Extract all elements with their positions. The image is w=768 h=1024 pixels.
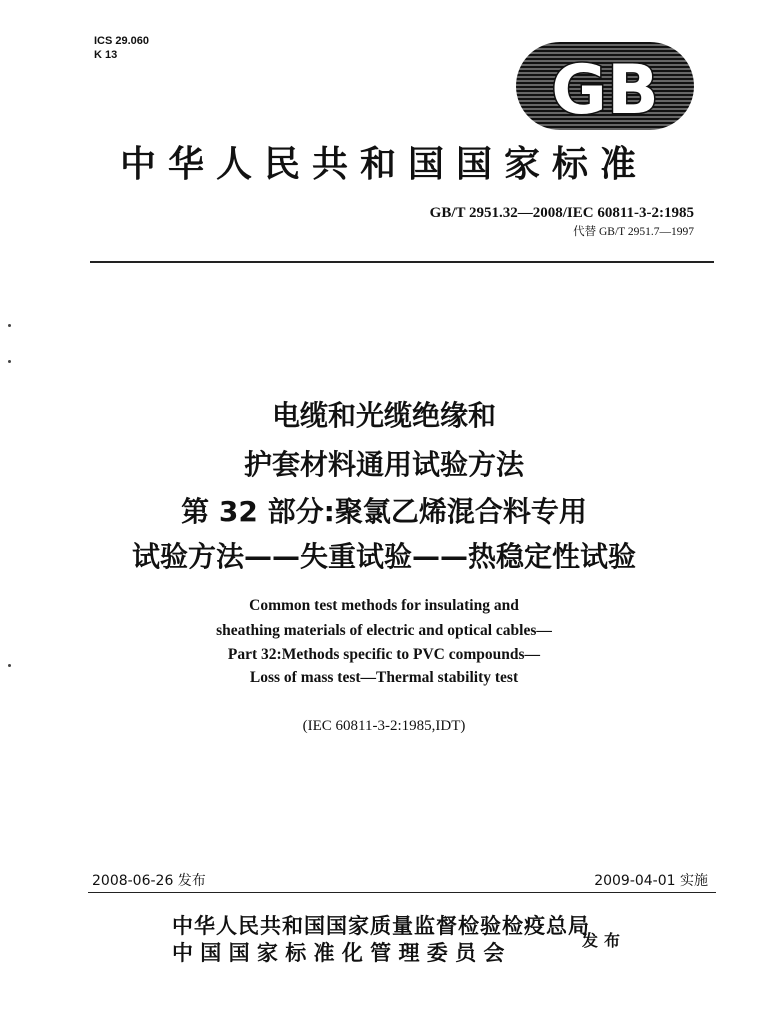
title-en-line-2: sheathing materials of electric and optical cables— (216, 622, 552, 639)
title-en-line-1: Common test methods for insulating and (249, 597, 519, 614)
national-standard-title: 中华人民共和国国家标准 (119, 143, 648, 185)
classification-codes (94, 34, 149, 62)
title-en-line-3: Part 32:Methods specific to PVC compounds— (227, 646, 541, 663)
publish-label: 发布 (582, 931, 627, 950)
scan-speck (8, 360, 11, 363)
implement-date: 2009-04-01 实施 (594, 873, 708, 889)
ics-code: ICS 29.060 (94, 35, 150, 47)
title-en-line-4: Loss of mass test—Thermal stability test (249, 669, 519, 686)
issue-date: 2008-06-26 发布 (92, 873, 206, 889)
title-zh-line-3: 第 32 部分:聚氯乙烯混合料专用 (181, 495, 587, 528)
title-zh-line-4: 试验方法——失重试验——热稳定性试验 (131, 540, 636, 573)
scan-speck (8, 324, 11, 327)
title-zh-line-1: 电缆和光缆绝缘和 (271, 399, 496, 432)
gb-logo (516, 42, 694, 130)
footer-divider (88, 892, 716, 893)
ccs-code: K 13 (94, 49, 118, 61)
scan-speck (8, 664, 11, 667)
iec-equivalence: (IEC 60811-3-2:1985,IDT) (302, 718, 466, 734)
issuer-aqsiq: 中华人民共和国国家质量监督检验检疫总局 (172, 913, 590, 938)
header-divider (90, 261, 714, 263)
standard-number: GB/T 2951.32—2008/IEC 60811-3-2:1985 (429, 205, 694, 221)
replaces-standard: 代替 GB/T 2951.7—1997 (573, 226, 694, 238)
gb-logo-text: GB (551, 51, 659, 130)
title-zh-line-2: 护套材料通用试验方法 (243, 448, 524, 481)
issuer-sac: 中 国 国 家 标 准 化 管 理 委 员 会 (172, 940, 505, 965)
